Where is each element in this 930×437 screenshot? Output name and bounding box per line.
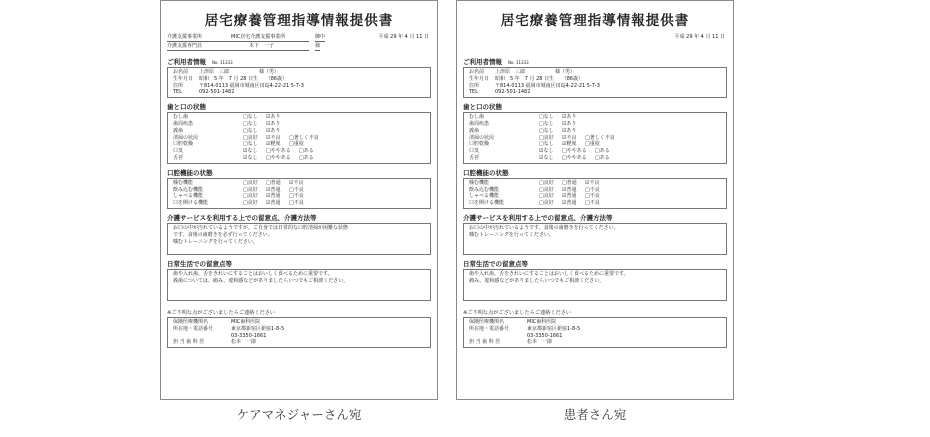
checkbox-option: □著しく不良 [585, 134, 615, 141]
contact-row [173, 339, 425, 346]
user-info-box [167, 67, 431, 98]
row-key: 口臭 [173, 148, 184, 155]
teeth-row [469, 148, 721, 155]
checkbox-option: □ややある [266, 148, 291, 155]
contact-row [469, 319, 721, 326]
teeth-row [469, 141, 721, 148]
checkbox-option: □良好 [243, 134, 258, 141]
row-key: 清掃の状況 [173, 134, 199, 141]
note-line: お口の中が汚れているようです。食後の歯磨きを行ってください。 [469, 224, 619, 231]
issue-date: 平成 29 年 4 月 11 日 [674, 34, 725, 40]
checkbox-option: ☑普通 [266, 200, 281, 207]
user-info-box [463, 67, 727, 98]
teeth-row [173, 141, 425, 148]
note-line: 噛むトレーニングを行ってください。 [469, 231, 554, 238]
checkbox-option: ☑普通 [562, 193, 577, 200]
issue-date: 平成 29 年 4 月 11 日 [378, 34, 429, 40]
checkbox-option: ☑普通 [266, 193, 281, 200]
row-key: 口腔乾燥 [469, 141, 490, 148]
checkbox-option: □良好 [539, 186, 554, 193]
checkbox-option: ☑不良 [585, 179, 600, 186]
section-heading: 歯と口の状態 [167, 103, 206, 112]
checkbox-option: □なし [539, 141, 554, 148]
note-line: 歯や入れ歯、舌をきれいにすることはおいしく食べるために重要です。 [173, 270, 333, 277]
checkbox-option: □普通 [562, 179, 577, 186]
checkbox-option: ☑あり [266, 127, 281, 134]
oral-function-box [463, 178, 727, 209]
user-number: No. 11333 [508, 60, 529, 65]
care-notes-box [167, 223, 431, 255]
checkbox-option: □なし [243, 114, 258, 121]
checkbox-option: □なし [539, 120, 554, 127]
checkbox-option: □良好 [243, 186, 258, 193]
checkbox-option: □ある [595, 148, 610, 155]
info-row [173, 83, 425, 90]
checkbox-option: ☑普通 [562, 186, 577, 193]
note-line: 歯や入れ歯、舌をきれいにすることはおいしく食べるために重要です。 [469, 270, 629, 277]
user-info-section [463, 58, 727, 98]
checkbox-option: □なし [243, 141, 258, 148]
row-key: 口を開ける機能 [469, 200, 505, 207]
checkbox-option: □良好 [539, 200, 554, 207]
note-line: 噛むトレーニングを行ってください。 [173, 238, 258, 245]
contact-row [173, 326, 425, 333]
contact-value: 03-3350-1661 [231, 332, 267, 339]
checkbox-option: ☑なし [539, 148, 554, 155]
checkbox-option: □不良 [585, 193, 600, 200]
info-key: お名前 [469, 69, 485, 75]
user-info-section [167, 58, 431, 98]
contact-value: MIC歯科医院 [231, 318, 261, 325]
row-key: 飲み込む機能 [469, 186, 500, 193]
contact-key: 所在地・電話番号 [469, 325, 510, 332]
user-number: No. 11333 [212, 60, 233, 65]
checkbox-option: □不良 [289, 193, 304, 200]
info-key: 生年月日 [469, 75, 490, 82]
checkbox-option: ☑なし [539, 154, 554, 161]
checkbox-option: □ある [299, 148, 314, 155]
row-key: 飲み込む機能 [173, 186, 204, 193]
note-line: です。食後の歯磨きを必ず行ってください。 [173, 231, 273, 238]
addressee-header [167, 33, 431, 53]
info-row [469, 76, 721, 83]
section-title [167, 58, 431, 67]
manager-value: 木下 一子 [229, 42, 309, 51]
checkbox-option: □良好 [243, 200, 258, 207]
daily-notes-section [463, 260, 727, 301]
checkbox-option: □ややある [266, 154, 291, 161]
care-notes-box [463, 223, 727, 255]
contact-key: 担 当 歯 科 医 [469, 339, 501, 346]
checkbox-option: □良好 [539, 134, 554, 141]
contact-note: ※ご不明な点がございましたらご連絡ください [167, 309, 276, 316]
contact-value: 東京都新宿区新宿1-8-5 [231, 325, 285, 332]
checkbox-option: ☑あり [562, 114, 577, 121]
checkbox-option: ☑軽度 [562, 141, 577, 148]
info-key: TEL [469, 89, 478, 96]
checkbox-option: ☑不良 [562, 134, 577, 141]
info-row [469, 69, 721, 76]
checkbox-option: □不良 [289, 200, 304, 207]
teeth-row [173, 128, 425, 135]
contact-box [167, 317, 431, 348]
checkbox-option: □ある [299, 154, 314, 161]
checkbox-option: □普通 [266, 179, 281, 186]
row-key: むし歯 [173, 114, 189, 121]
oral-row [469, 200, 721, 207]
checkbox-option: □ややある [562, 148, 587, 155]
contact-row [469, 326, 721, 333]
oral-function-box [167, 178, 431, 209]
row-key: しゃべる機能 [173, 193, 204, 200]
teeth-box [463, 112, 727, 164]
info-row [469, 83, 721, 90]
checkbox-option: □なし [243, 127, 258, 134]
patient-caption: 患者さん宛 [563, 407, 627, 422]
info-value: 〒814-0113 福岡市城南区田島4-22-21 5-7-3 [199, 82, 304, 89]
contact-value: 東京都新宿区新宿1-8-5 [527, 325, 581, 332]
checkbox-option: ☑不良 [266, 134, 281, 141]
checkbox-option: □なし [539, 114, 554, 121]
checkbox-option: □不良 [289, 186, 304, 193]
daily-notes-box [463, 269, 727, 301]
section-heading: 口腔機能の状態 [167, 168, 213, 177]
care-manager-caption: ケアマネジャーさん宛 [236, 407, 362, 422]
section-title [463, 58, 727, 67]
checkbox-option: □良好 [243, 193, 258, 200]
teeth-row [469, 114, 721, 121]
checkbox-option: □良好 [243, 179, 258, 186]
info-value: 上津原 三郎 様（男） [199, 69, 280, 75]
contact-key: 担 当 歯 科 医 [173, 339, 205, 346]
oral-row [173, 180, 425, 187]
teeth-row [469, 121, 721, 128]
teeth-row [469, 128, 721, 135]
oral-row [173, 200, 425, 207]
info-row [173, 89, 425, 96]
contact-row [469, 333, 721, 340]
contact-key: 保険医療機関名 [469, 318, 505, 325]
checkbox-option: □ある [595, 154, 610, 161]
contact-row [173, 319, 425, 326]
document-title: 居宅療養管理指導情報提供書 [204, 13, 394, 29]
row-key: 歯周疾患 [173, 120, 194, 127]
note-line: 痛み、違和感などがありましたらいつでもご相談ください。 [469, 277, 605, 284]
checkbox-option: □ややある [562, 154, 587, 161]
document-title: 居宅療養管理指導情報提供書 [500, 13, 690, 29]
manager-suffix: 様 [315, 43, 321, 49]
teeth-row [173, 114, 425, 121]
contact-key: 所在地・電話番号 [173, 325, 214, 332]
checkbox-option: □なし [243, 120, 258, 127]
row-key: しゃべる機能 [469, 193, 500, 200]
manager-row [167, 42, 431, 51]
checkbox-option: □不良 [585, 186, 600, 193]
teeth-box [167, 112, 431, 164]
info-row [469, 89, 721, 96]
office-suffix: 御中 [315, 34, 326, 40]
checkbox-option: □良好 [539, 179, 554, 186]
checkbox-option: ☑あり [266, 120, 281, 127]
teeth-section [463, 103, 727, 164]
contact-row [469, 339, 721, 346]
checkbox-option: ☑不良 [289, 179, 304, 186]
contact-note: ※ご不明な点がございましたらご連絡ください [463, 309, 572, 316]
checkbox-option: □良好 [539, 193, 554, 200]
contact-value: 松本 一郎 [231, 339, 257, 346]
row-key: 清掃の状況 [469, 134, 495, 141]
office-label: 介護支援事業所 [167, 33, 229, 42]
teeth-row [173, 121, 425, 128]
row-key: 義歯 [469, 127, 480, 134]
row-key: むし歯 [469, 114, 485, 121]
checkbox-option: □重度 [585, 141, 600, 148]
oral-row [469, 180, 721, 187]
note-line: 義歯については、痛み、違和感などがありましたらいつでもご相談ください。 [173, 277, 349, 284]
daily-notes-box [167, 269, 431, 301]
info-key: TEL [173, 89, 182, 96]
daily-notes-section [167, 260, 431, 301]
row-key: 口臭 [469, 148, 480, 155]
manager-label: 介護支援専門員 [167, 42, 229, 51]
info-key: 生年月日 [173, 75, 194, 82]
info-value: 〒814-0113 福岡市城南区田島4-22-21 5-7-3 [495, 82, 600, 89]
row-key: 噛む機能 [469, 179, 490, 186]
checkbox-option: ☑あり [266, 114, 281, 121]
row-key: 舌苔 [173, 154, 184, 161]
contact-box [463, 317, 727, 348]
checkbox-option: ☑なし [243, 148, 258, 155]
teeth-row [173, 155, 425, 162]
checkbox-option: ☑普通 [562, 200, 577, 207]
row-key: 義歯 [173, 127, 184, 134]
checkbox-option: ☑あり [562, 127, 577, 134]
checkbox-option: ☑軽度 [266, 141, 281, 148]
row-key: 噛む機能 [173, 179, 194, 186]
section-heading: 介護サービスを利用する上での留意点、介護方法等 [167, 213, 317, 222]
info-value: 上津原 三郎 様（男） [495, 69, 576, 75]
row-key: 舌苔 [469, 154, 480, 161]
section-heading: 歯と口の状態 [463, 103, 502, 112]
info-value: 昭和 5 年 7 月 28 日生 （86歳） [199, 75, 287, 82]
checkbox-option: ☑あり [562, 120, 577, 127]
section-heading: 日常生活での留意点等 [167, 259, 232, 268]
care-notes-section [167, 214, 431, 255]
info-value: 092-501-1482 [495, 89, 531, 96]
checkbox-option: □著しく不良 [289, 134, 319, 141]
care-notes-section [463, 214, 727, 255]
section-heading: 日常生活での留意点等 [463, 259, 528, 268]
oral-function-section [463, 169, 727, 209]
contact-value: 03-3350-1661 [527, 332, 563, 339]
care-manager-sheet [160, 0, 438, 400]
teeth-row [173, 148, 425, 155]
info-row [173, 76, 425, 83]
row-key: 口を開ける機能 [173, 200, 209, 207]
note-line: お口の中が汚れているようですが、ご自身では日常的な口腔清掃が困難な状態 [173, 224, 349, 231]
office-value: MIC居宅介護支援事業所 [229, 33, 309, 42]
row-key: 歯周疾患 [469, 120, 490, 127]
info-value: 昭和 5 年 7 月 28 日生 （86歳） [495, 75, 583, 82]
teeth-row [469, 155, 721, 162]
teeth-section [167, 103, 431, 164]
contact-key: 保険医療機関名 [173, 318, 209, 325]
info-value: 092-501-1482 [199, 89, 235, 96]
info-key: 住所 [469, 82, 480, 89]
section-heading: ご利用者情報 [167, 58, 206, 66]
checkbox-option: □不良 [585, 200, 600, 207]
contact-value: MIC歯科医院 [527, 318, 557, 325]
row-key: 口腔乾燥 [173, 141, 194, 148]
info-row [173, 69, 425, 76]
contact-row [173, 333, 425, 340]
info-key: お名前 [173, 69, 189, 75]
oral-function-section [167, 169, 431, 209]
info-key: 住所 [173, 82, 184, 89]
section-heading: 介護サービスを利用する上での留意点、介護方法等 [463, 213, 613, 222]
checkbox-option: ☑なし [243, 154, 258, 161]
section-heading: ご利用者情報 [463, 58, 502, 66]
patient-sheet [456, 0, 734, 400]
section-heading: 口腔機能の状態 [463, 168, 509, 177]
checkbox-option: □なし [539, 127, 554, 134]
contact-value: 松本 一郎 [527, 339, 553, 346]
checkbox-option: □重度 [289, 141, 304, 148]
checkbox-option: ☑普通 [266, 186, 281, 193]
